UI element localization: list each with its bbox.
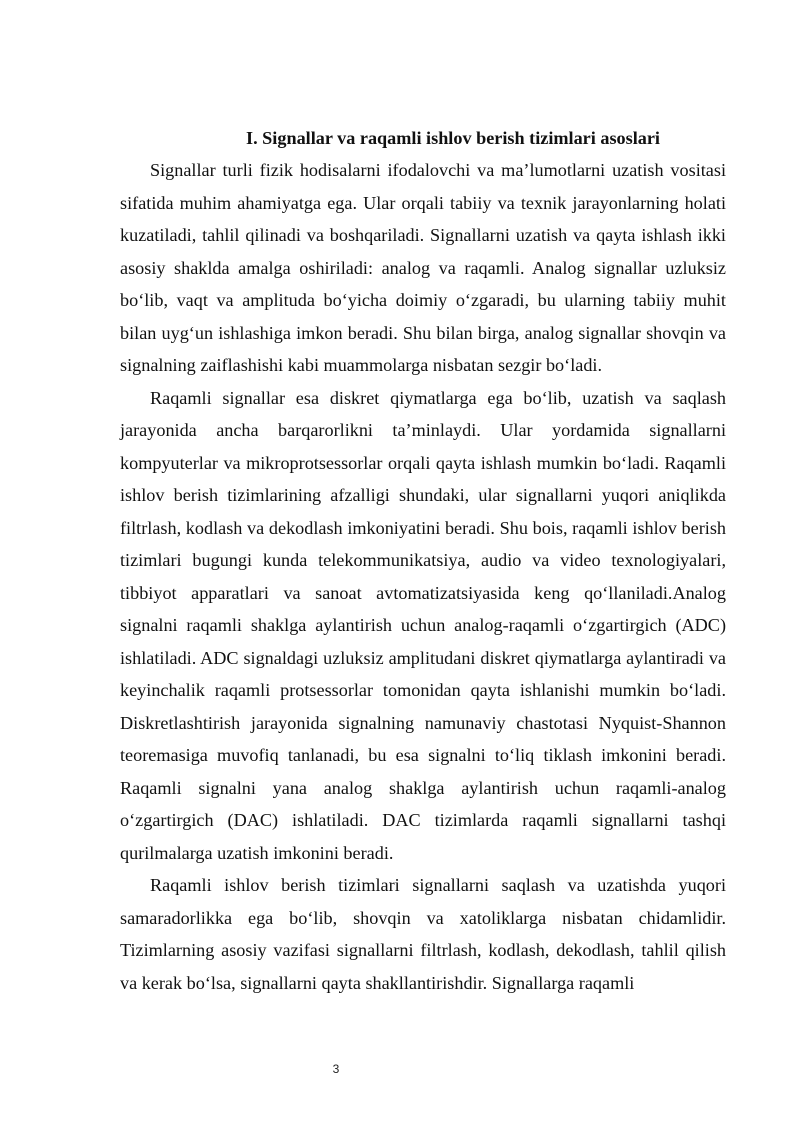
- section-heading: I. Signallar va raqamli ishlov berish tizimlari asoslari: [246, 128, 660, 148]
- paragraph-3: Raqamli ishlov berish tizimlari signallarni saqlash va uzatishda yuqori samaradorlikka ega bo‘lib, shovqin va xatoliklarga nisbatan chidamlidir. Tizimlarning asosiy vazifasi signallarni filtrlash, kodlash, dekodlash, tahlil qilish va kerak bo‘lsa, signallarni qayta shakllantirishdir. Signallarga raqamli: [120, 875, 726, 993]
- page-number: 3: [332, 1062, 340, 1076]
- page-body: [120, 125, 726, 999]
- paragraph-1: Signallar turli fizik hodisalarni ifodalovchi va ma’lumotlarni uzatish vositasi sifatida muhim ahamiyatga ega. Ular orqali tabiiy va texnik jarayonlarning holati kuzatiladi, tahlil qilinadi va boshqariladi. Signallarni uzatish va qayta ishlash ikki asosiy shaklda amalga oshiriladi: analog va raqamli. Analog signallar uzluksiz bo‘lib, vaqt va amplituda bo‘yicha doimiy o‘zgaradi, bu ularning tabiiy muhit bilan uyg‘un ishlashiga imkon beradi. Shu bilan birga, analog signallar shovqin va signalning zaiflashishi kabi muammolarga nisbatan sezgir bo‘ladi.: [120, 160, 726, 375]
- paragraph-2: Raqamli signallar esa diskret qiymatlarga ega bo‘lib, uzatish va saqlash jarayonida ancha barqarorlikni ta’minlaydi. Ular yordamida signallarni kompyuterlar va mikroprotsessorlar orqali qayta ishlash mumkin bo‘ladi. Raqamli ishlov berish tizimlarining afzalligi shundaki, ular signallarni yuqori aniqlikda filtrlash, kodlash va dekodlash imkoniyatini beradi. Shu bois, raqamli ishlov berish tizimlari bugungi kunda telekommunikatsiya, audio va video texnologiyalari, tibbiyot apparatlari va sanoat avtomatizatsiyasida keng qo‘llaniladi.Analog signalni raqamli shaklga aylantirish uchun analog-raqamli o‘zgartirgich (ADC) ishlatiladi. ADC signaldagi uzluksiz amplitudani diskret qiymatlarga aylantiradi va keyinchalik raqamli protsessorlar tomonidan qayta ishlanishi mumkin bo‘ladi. Diskretlashtirish jarayonida signalning namunaviy chastotasi Nyquist-Shannon teoremasiga muvofiq tanlanadi, bu esa signalni to‘liq tiklash imkonini beradi. Raqamli signalni yana analog shaklga aylantirish uchun raqamli-analog o‘zgartirgich (DAC) ishlatiladi. DAC tizimlarda raqamli signallarni tashqi qurilmalarga uzatish imkonini beradi.: [120, 387, 726, 863]
